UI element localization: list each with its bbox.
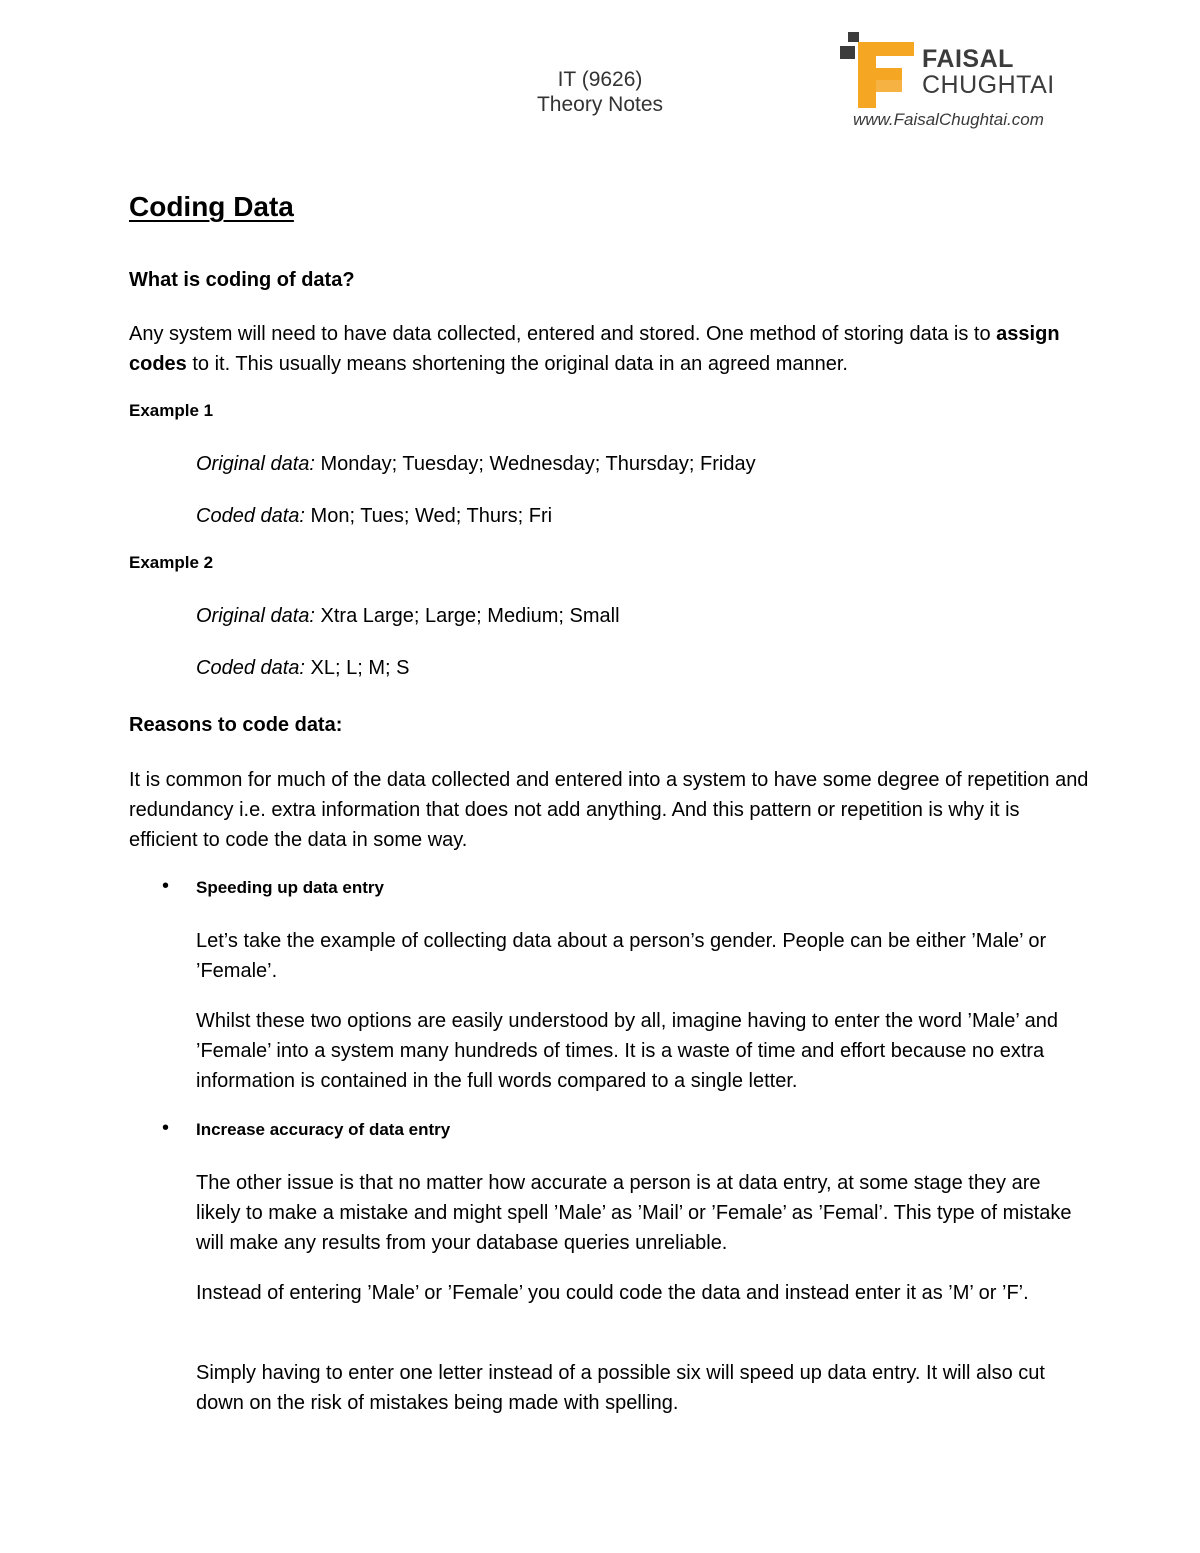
example1-original — [196, 449, 756, 479]
header-course-code: IT (9626) — [557, 68, 643, 91]
header-subtitle: Theory Notes — [536, 93, 664, 116]
faisal-chughtai-logo-icon — [840, 32, 920, 110]
example2-original-value: Xtra Large; Large; Medium; Small — [314, 605, 620, 627]
example2-coded-value: XL; L; M; S — [304, 657, 410, 679]
bullet-1-para-1: Let’s take the example of collecting data about a person’s gender. People can be either ’Male’ or ’Female’. — [196, 930, 1047, 982]
reasons-paragraph: It is common for much of the data collected and entered into a system to have some degree of repetition and redundancy i.e. extra information that does not add anything. And this pattern or repetition is why it is efficient to code the data in some way. — [129, 769, 1089, 851]
example2-label: Example 2 — [129, 553, 214, 572]
intro-text-1: Any system will need to have data collected, entered and stored. One method of storing data is to — [129, 323, 997, 345]
example1-original-value: Monday; Tuesday; Wednesday; Thursday; Friday — [314, 453, 756, 475]
bullet-2-para-2: Instead of entering ’Male’ or ’Female’ you could code the data and instead enter it as ’M’ or ’F’. — [196, 1282, 1029, 1304]
bullet-1-marker: • — [162, 875, 170, 897]
intro-bold-text: assign codes — [129, 323, 1060, 375]
example1-coded-label: Coded data: — [196, 505, 305, 527]
example2-coded — [196, 653, 409, 683]
what-heading: What is coding of data? — [129, 269, 355, 291]
bullet-2-para-1: The other issue is that no matter how accurate a person is at data entry, at some stage they are likely to make a mistake and might spell ’Male’ as ’Mail’ or ’Female’ as ’Femal’. This type of mistake will make any results from your database queries unreliable. — [196, 1172, 1072, 1254]
bullet-1-heading: Speeding up data entry — [196, 878, 384, 897]
example1-label: Example 1 — [129, 401, 214, 420]
bullet-2-heading: Increase accuracy of data entry — [196, 1120, 451, 1139]
page-title: Coding Data — [129, 191, 294, 222]
bullet-2-para-3: Simply having to enter one letter instead of a possible six will speed up data entry. It will also cut down on the risk of mistakes being made with spelling. — [196, 1362, 1045, 1414]
reasons-heading: Reasons to code data: — [129, 714, 343, 736]
example2-coded-label: Coded data: — [196, 657, 305, 679]
example1-original-label: Original data: — [196, 453, 315, 475]
bullet-2-marker: • — [162, 1117, 170, 1139]
example1-coded-value: Mon; Tues; Wed; Thurs; Fri — [304, 505, 553, 527]
logo-name-line1: FAISAL — [922, 45, 1014, 73]
logo-url: www.FaisalChughtai.com — [853, 110, 1044, 129]
logo-name-line2: CHUGHTAI — [922, 71, 1055, 99]
example1-coded — [196, 501, 552, 531]
intro-text-2: to it. This usually means shortening the original data in an agreed manner. — [186, 353, 848, 375]
example2-original — [196, 601, 620, 631]
bullet-1-para-2: Whilst these two options are easily understood by all, imagine having to enter the word ’Male’ and ’Female’ into a system many hundreds of times. It is a waste of time and effort because no extra information is contained in the full words compared to a single letter. — [196, 1010, 1058, 1092]
intro-paragraph — [129, 319, 1079, 379]
example2-original-label: Original data: — [196, 605, 315, 627]
